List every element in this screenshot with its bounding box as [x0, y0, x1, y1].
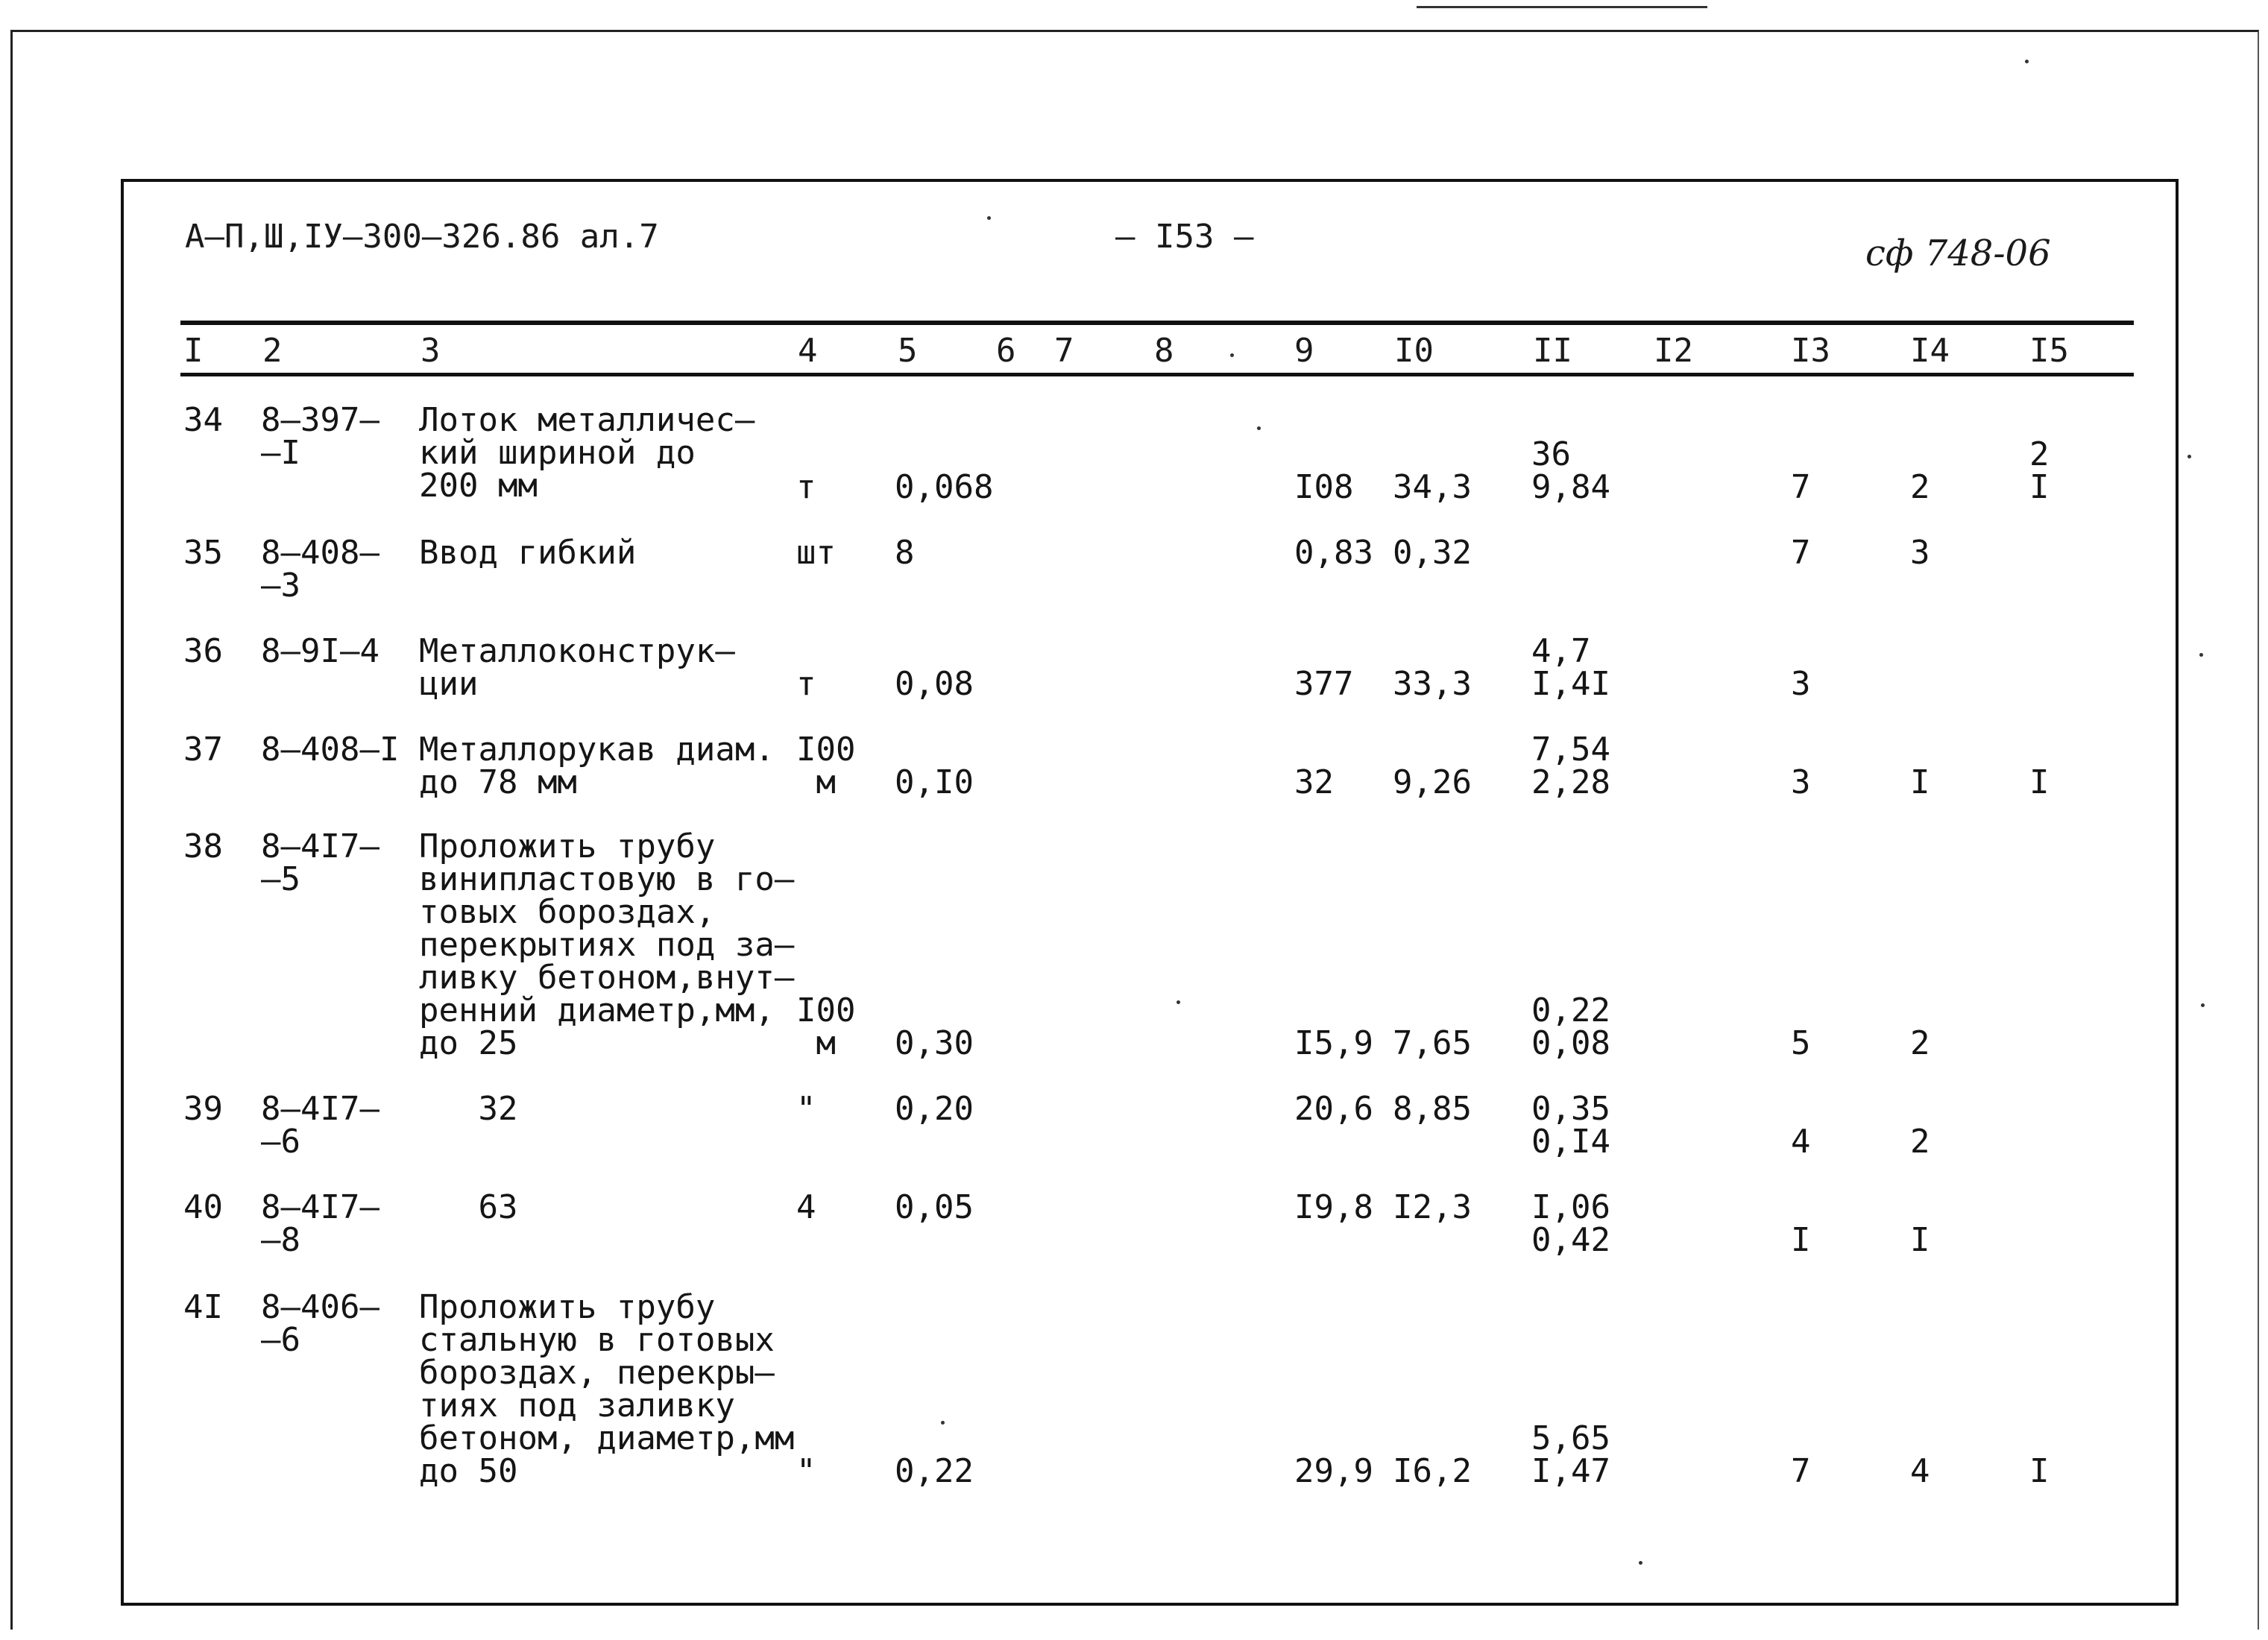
row-col9: 0,83: [1294, 534, 1373, 572]
col-header-13: I3: [1791, 332, 1830, 370]
row-unit: I00 м: [796, 731, 856, 801]
scan-speck: [2201, 1003, 2205, 1007]
scan-speck: [1230, 353, 1234, 357]
row-name: Металлорукав диам. до 78 мм: [419, 731, 775, 801]
col-header-8: 8: [1154, 332, 1174, 370]
col-header-1: I: [183, 332, 204, 370]
header-rule-bottom: [180, 373, 2134, 376]
row-col14: I: [1910, 763, 1930, 801]
row-number: 40: [183, 1188, 223, 1226]
scan-speck: [2187, 455, 2191, 458]
row-number: 37: [183, 731, 223, 769]
scan-speck: [2199, 653, 2203, 657]
col-header-12: I2: [1654, 332, 1693, 370]
row-col14: 2: [1910, 1123, 1930, 1161]
row-col9: I08: [1294, 468, 1354, 506]
row-col13: 7: [1791, 468, 1811, 506]
row-name: Ввод гибкий: [419, 534, 637, 572]
col-header-4: 4: [798, 332, 818, 370]
row-unit: ": [796, 1452, 816, 1490]
col-header-7: 7: [1054, 332, 1074, 370]
row-name: 63: [419, 1188, 518, 1226]
row-col15: I: [2029, 763, 2050, 801]
header-rule-top: [180, 321, 2134, 325]
row-col13: 4: [1791, 1123, 1811, 1161]
row-col13: 5: [1791, 1024, 1811, 1062]
row-col9: I9,8: [1294, 1188, 1373, 1226]
row-code: 8–4I7– –6: [261, 1090, 379, 1161]
col-header-9: 9: [1294, 332, 1314, 370]
row-quantity: 0,22: [895, 1452, 974, 1490]
row-col9: 32: [1294, 763, 1334, 801]
row-code: 8–397– –I: [261, 401, 379, 472]
row-col10: 9,26: [1393, 763, 1472, 801]
row-col14: 2: [1910, 1024, 1930, 1062]
row-col10: 7,65: [1393, 1024, 1472, 1062]
scan-speck: [987, 216, 991, 220]
row-col14: 4: [1910, 1452, 1930, 1490]
row-col11: 36 9,84: [1531, 435, 1610, 506]
row-col15: I: [2029, 1452, 2050, 1490]
col-header-11: II: [1533, 332, 1572, 370]
row-col13: 7: [1791, 1452, 1811, 1490]
scan-mark: [1417, 6, 1707, 8]
row-col11: 0,22 0,08: [1531, 991, 1610, 1062]
row-col9: 377: [1294, 665, 1354, 703]
row-col11: 4,7 I,4I: [1531, 632, 1610, 703]
row-number: 38: [183, 827, 223, 865]
scan-speck: [1176, 1000, 1180, 1004]
col-header-2: 2: [262, 332, 283, 370]
row-code: 8–4I7– –8: [261, 1188, 379, 1259]
row-code: 8–9I–4: [261, 632, 379, 670]
row-name: Проложить трубу винипластовую в го– товых бороздах, перекрытиях под за– ливку бетоном,внут– ренний диаметр,мм, до 25: [419, 827, 795, 1062]
row-col13: 3: [1791, 763, 1811, 801]
row-col11: 0,35 0,I4: [1531, 1090, 1610, 1161]
col-header-15: I5: [2029, 332, 2069, 370]
row-col14: 2: [1910, 468, 1930, 506]
row-quantity: 0,30: [895, 1024, 974, 1062]
row-name: Проложить трубу стальную в готовых бороздах, перекры– тиях под заливку бетоном, диаметр,мм до 50: [419, 1288, 795, 1490]
row-quantity: 0,05: [895, 1188, 974, 1226]
scan-speck: [2025, 60, 2029, 63]
scan-speck: [1257, 426, 1261, 430]
row-number: 35: [183, 534, 223, 572]
row-col13: 7: [1791, 534, 1811, 572]
col-header-10: I0: [1394, 332, 1434, 370]
row-code: 8–408– –3: [261, 534, 379, 605]
row-number: 34: [183, 401, 223, 439]
handwritten-code: сф 748-06: [1865, 233, 2051, 274]
row-number: 36: [183, 632, 223, 670]
row-col10: I2,3: [1393, 1188, 1472, 1226]
row-col10: 8,85: [1393, 1090, 1472, 1128]
row-name: Лоток металличес– кий шириной до 200 мм: [419, 401, 755, 505]
row-col11: 7,54 2,28: [1531, 731, 1610, 801]
col-header-14: I4: [1910, 332, 1950, 370]
scan-speck: [941, 1421, 945, 1425]
row-col11: 5,65 I,47: [1531, 1419, 1610, 1490]
row-col9: 20,6: [1294, 1090, 1373, 1128]
row-code: 8–406– –6: [261, 1288, 379, 1359]
row-col10: 33,3: [1393, 665, 1472, 703]
row-col9: 29,9: [1294, 1452, 1373, 1490]
row-unit: 4: [796, 1188, 816, 1226]
row-unit: т: [796, 665, 816, 703]
row-col10: I6,2: [1393, 1452, 1472, 1490]
row-number: 4I: [183, 1288, 223, 1326]
row-code: 8–408–I: [261, 731, 400, 769]
page-number: – I53 –: [1115, 218, 1254, 256]
row-col10: 0,32: [1393, 534, 1472, 572]
row-col13: 3: [1791, 665, 1811, 703]
col-header-6: 6: [996, 332, 1016, 370]
row-quantity: 0,068: [895, 468, 994, 506]
row-unit: ": [796, 1090, 816, 1128]
row-col9: I5,9: [1294, 1024, 1373, 1062]
row-quantity: 0,I0: [895, 763, 974, 801]
row-col14: 3: [1910, 534, 1930, 572]
scan-speck: [1639, 1561, 1642, 1565]
row-name: 32: [419, 1090, 518, 1128]
row-col10: 34,3: [1393, 468, 1472, 506]
row-name: Металлоконструк– ции: [419, 632, 735, 703]
row-number: 39: [183, 1090, 223, 1128]
row-unit: т: [796, 468, 816, 506]
row-code: 8–4I7– –5: [261, 827, 379, 898]
row-unit: I00 м: [796, 991, 856, 1062]
row-col13: I: [1791, 1221, 1811, 1259]
row-quantity: 0,08: [895, 665, 974, 703]
col-header-5: 5: [898, 332, 918, 370]
row-unit: шт: [796, 534, 836, 572]
row-col15: 2 I: [2029, 435, 2050, 506]
col-header-3: 3: [420, 332, 441, 370]
row-quantity: 0,20: [895, 1090, 974, 1128]
row-col11: I,06 0,42: [1531, 1188, 1610, 1259]
row-quantity: 8: [895, 534, 915, 572]
row-col14: I: [1910, 1221, 1930, 1259]
document-reference: А–П,Ш,IУ–300–326.86 ал.7: [185, 218, 659, 256]
